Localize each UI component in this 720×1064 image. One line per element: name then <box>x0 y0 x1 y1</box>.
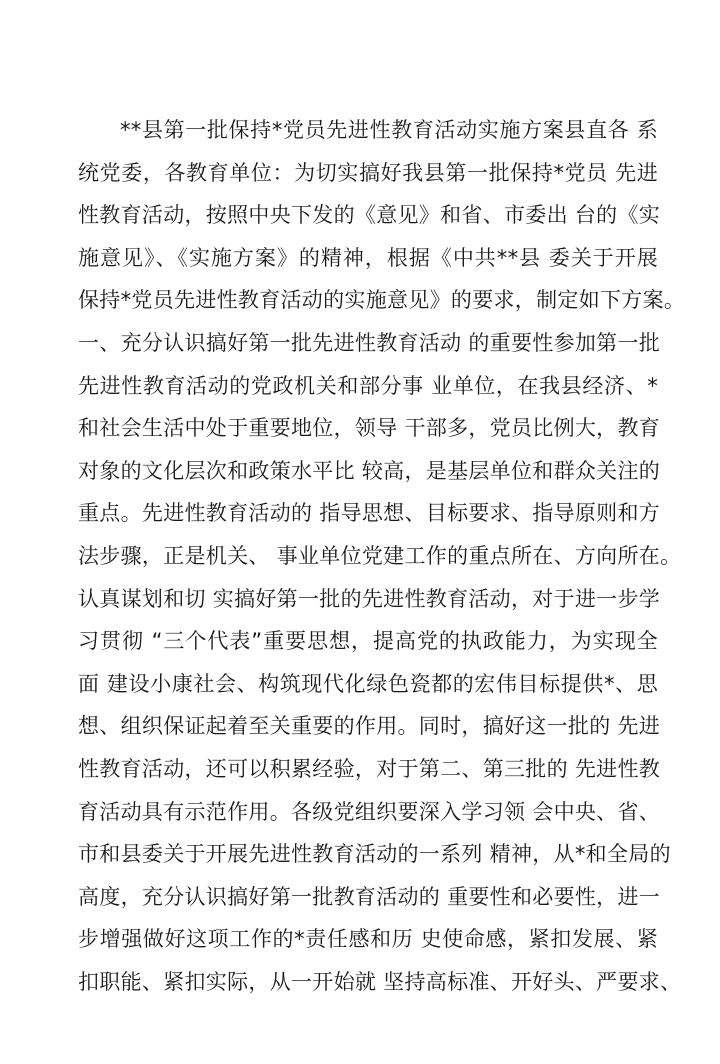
text-line: **县第一批保持*党员先进性教育活动实施方案县直各 系 <box>120 118 658 142</box>
text-line: 性教育活动，还可以积累经验，对于第二、第三批的 先进性教 <box>78 756 661 781</box>
text-line: 统党委，各教育单位：为切实搞好我县第一批保持*党员 先进 <box>78 160 658 185</box>
text-line: 育活动具有示范作用。各级党组织要深入学习领 会中央、省、 <box>78 799 661 824</box>
body-text <box>78 109 686 1003</box>
text-line: 扣职能、紧扣实际，从一开始就 坚持高标准、开好头、严要求、 <box>78 969 682 994</box>
text-line: 先进性教育活动的党政机关和部分事 业单位，在我县经济、* <box>78 373 658 398</box>
text-line: 想、组织保证起着至关重要的作用。同时，搞好这一批的 先进 <box>78 714 661 739</box>
text-line: 市和县委关于开展先进性教育活动的一系列 精神，从*和全局的 <box>78 842 671 867</box>
text-line: 认真谋划和切 实搞好第一批的先进性教育活动，对于进一步学 <box>78 586 661 611</box>
text-line: 一、充分认识搞好第一批先进性教育活动 的重要性参加第一批 <box>78 330 661 355</box>
text-line: 保持*党员先进性教育活动的实施意见》的要求，制定如下方案。 <box>78 288 686 313</box>
text-line: 步增强做好这项工作的*责任感和历 史使命感，紧扣发展、紧 <box>78 927 658 952</box>
text-line: 施意见》、《实施方案》的精神，根据《中共**县 委关于开展 <box>78 245 658 270</box>
text-line: 法步骤，正是机关、 事业单位党建工作的重点所在、方向所在。 <box>78 543 682 568</box>
text-line: 性教育活动，按照中央下发的《意见》和省、市委出 台的《实 <box>78 203 661 228</box>
text-line: 对象的文化层次和政策水平比 较高，是基层单位和群众关注的 <box>78 458 661 483</box>
text-line: 和社会生活中处于重要地位，领导 干部多，党员比例大，教育 <box>78 416 661 441</box>
text-line: 面 建设小康社会、构筑现代化绿色瓷都的宏伟目标提供*、思 <box>78 671 658 696</box>
text-line: 高度，充分认识搞好第一批教育活动的 重要性和必要性，进一 <box>78 884 661 909</box>
text-line: 习贯彻 “三个代表”重要思想，提高党的执政能力，为实现全 <box>78 629 658 654</box>
text-line: 重点。先进性教育活动的 指导思想、目标要求、指导原则和方 <box>78 501 661 526</box>
